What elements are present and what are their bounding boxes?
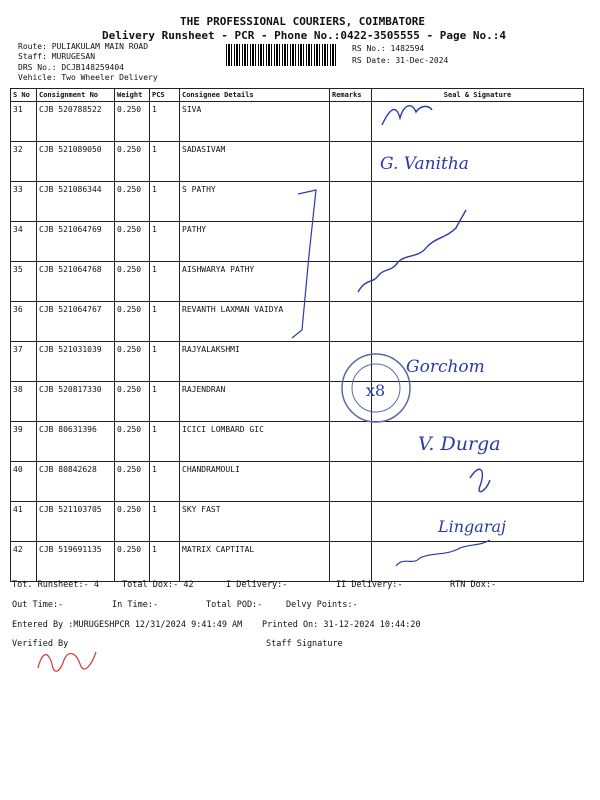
table-row — [11, 342, 584, 382]
cell-consignee: RAJYALAKSHMI — [180, 342, 330, 382]
cell-consignee: SADASIVAM — [180, 142, 330, 182]
cell-seal-signature — [372, 262, 584, 302]
cell-remarks — [330, 342, 372, 382]
column-header: Weight — [115, 89, 150, 102]
cell-seal-signature — [372, 422, 584, 462]
table-row — [11, 542, 584, 582]
column-header: Consignment No — [37, 89, 115, 102]
cell-seal-signature — [372, 142, 584, 182]
out-time: Out Time:- — [12, 600, 64, 610]
cell-consignee: S PATHY — [180, 182, 330, 222]
cell-consignment: CJB 80631396 — [37, 422, 115, 462]
table-row — [11, 262, 584, 302]
cell-sno: 34 — [11, 222, 37, 262]
cell-remarks — [330, 102, 372, 142]
cell-pcs: 1 — [150, 342, 180, 382]
cell-pcs: 1 — [150, 262, 180, 302]
cell-seal-signature — [372, 502, 584, 542]
cell-pcs: 1 — [150, 542, 180, 582]
cell-pcs: 1 — [150, 302, 180, 342]
cell-weight: 0.250 — [115, 262, 150, 302]
runsheet-table — [10, 88, 584, 582]
signature-row32: G. Vanitha — [380, 154, 469, 174]
company-title: THE PROFESSIONAL COURIERS, COIMBATORE — [180, 15, 426, 28]
cell-sno: 42 — [11, 542, 37, 582]
cell-weight: 0.250 — [115, 102, 150, 142]
barcode-image — [226, 44, 336, 66]
column-header: PCS — [150, 89, 180, 102]
cell-seal-signature — [372, 462, 584, 502]
staff-signature-label: Staff Signature — [266, 639, 343, 649]
cell-pcs: 1 — [150, 102, 180, 142]
cell-consignment: CJB 521064768 — [37, 262, 115, 302]
cell-remarks — [330, 262, 372, 302]
tot-runsheet: Tot. Runsheet:- 4 — [12, 580, 99, 590]
route-label: Route: PULIAKULAM MAIN ROAD — [18, 42, 149, 51]
staff-label: Staff: MURUGESAN — [18, 52, 96, 61]
verified-by-label: Verified By — [12, 639, 69, 649]
cell-sno: 32 — [11, 142, 37, 182]
table-row — [11, 142, 584, 182]
cell-consignment: CJB 521031039 — [37, 342, 115, 382]
table-row — [11, 502, 584, 542]
cell-sno: 41 — [11, 502, 37, 542]
cell-pcs: 1 — [150, 382, 180, 422]
vehicle-label: Vehicle: Two Wheeler Delivery — [18, 73, 158, 82]
column-header: Consignee Details — [180, 89, 330, 102]
cell-pcs: 1 — [150, 182, 180, 222]
cell-remarks — [330, 302, 372, 342]
cell-remarks — [330, 142, 372, 182]
total-dox: Total Dox:- 42 — [122, 580, 194, 590]
cell-consignment: CJB 521064767 — [37, 302, 115, 342]
cell-consignee: CHANDRAMOULI — [180, 462, 330, 502]
cell-weight: 0.250 — [115, 382, 150, 422]
cell-sno: 37 — [11, 342, 37, 382]
cell-consignee: REVANTH LAXMAN VAIDYA — [180, 302, 330, 342]
table-row — [11, 222, 584, 262]
cell-remarks — [330, 422, 372, 462]
cell-consignee: SIVA — [180, 102, 330, 142]
cell-consignment: CJB 80842628 — [37, 462, 115, 502]
in-time: In Time:- — [112, 600, 159, 610]
cell-sno: 38 — [11, 382, 37, 422]
table-row — [11, 182, 584, 222]
cell-pcs: 1 — [150, 502, 180, 542]
cell-seal-signature — [372, 182, 584, 222]
cell-seal-signature — [372, 542, 584, 582]
cell-weight: 0.250 — [115, 222, 150, 262]
cell-sno: 39 — [11, 422, 37, 462]
cell-weight: 0.250 — [115, 422, 150, 462]
rtn-dox: RTN Dox:- — [450, 580, 497, 590]
entered-by: Entered By :MURUGESHPCR 12/31/2024 9:41:49 AM — [12, 620, 243, 630]
cell-remarks — [330, 542, 372, 582]
cell-sno: 31 — [11, 102, 37, 142]
cell-weight: 0.250 — [115, 542, 150, 582]
cell-remarks — [330, 222, 372, 262]
table-row — [11, 102, 584, 142]
cell-seal-signature — [372, 102, 584, 142]
verified-scribble — [38, 652, 96, 671]
table-row — [11, 422, 584, 462]
cell-consignment: CJB 521103705 — [37, 502, 115, 542]
cell-consignment: CJB 519691135 — [37, 542, 115, 582]
drs-number: DRS No.: DCJB148259404 — [18, 63, 124, 72]
cell-seal-signature — [372, 302, 584, 342]
cell-weight: 0.250 — [115, 142, 150, 182]
cell-remarks — [330, 182, 372, 222]
cell-consignee: MATRIX CAPTITAL — [180, 542, 330, 582]
i-delivery: I Delivery:- — [226, 580, 288, 590]
cell-remarks — [330, 462, 372, 502]
cell-consignment: CJB 520788522 — [37, 102, 115, 142]
cell-pcs: 1 — [150, 462, 180, 502]
cell-sno: 40 — [11, 462, 37, 502]
cell-sno: 33 — [11, 182, 37, 222]
cell-consignee: SKY FAST — [180, 502, 330, 542]
cell-consignment: CJB 521064769 — [37, 222, 115, 262]
column-header: S No — [11, 89, 37, 102]
cell-remarks — [330, 382, 372, 422]
cell-consignee: AISHWARYA PATHY — [180, 262, 330, 302]
cell-remarks — [330, 502, 372, 542]
table-row — [11, 302, 584, 342]
cell-weight: 0.250 — [115, 462, 150, 502]
printed-on: Printed On: 31-12-2024 10:44:20 — [262, 620, 421, 630]
signature-row37: Gorchom — [406, 357, 485, 377]
rs-number: RS No.: 1482594 — [352, 44, 425, 53]
cell-seal-signature — [372, 342, 584, 382]
delvy-points: Delvy Points:- — [286, 600, 358, 610]
cell-consignment: CJB 521086344 — [37, 182, 115, 222]
cell-pcs: 1 — [150, 142, 180, 182]
cell-pcs: 1 — [150, 222, 180, 262]
cell-pcs: 1 — [150, 422, 180, 462]
cell-weight: 0.250 — [115, 502, 150, 542]
stamp-mark: x8 — [366, 381, 386, 400]
column-header: Remarks — [330, 89, 372, 102]
table-row — [11, 382, 584, 422]
cell-consignee: PATHY — [180, 222, 330, 262]
runsheet-subtitle: Delivery Runsheet - PCR - Phone No.:0422-3505555 - Page No.:4 — [102, 29, 506, 42]
table-header-row — [11, 89, 584, 102]
cell-consignee: RAJENDRAN — [180, 382, 330, 422]
cell-weight: 0.250 — [115, 182, 150, 222]
table-row — [11, 462, 584, 502]
column-header: Seal & Signature — [372, 89, 584, 102]
ii-delivery: II Delivery:- — [336, 580, 403, 590]
rs-date: RS Date: 31-Dec-2024 — [352, 56, 449, 65]
total-pod: Total POD:- — [206, 600, 263, 610]
signature-row39: V. Durga — [418, 433, 501, 455]
cell-consignment: CJB 521089050 — [37, 142, 115, 182]
cell-consignment: CJB 520817330 — [37, 382, 115, 422]
cell-consignee: ICICI LOMBARD GIC — [180, 422, 330, 462]
cell-seal-signature — [372, 382, 584, 422]
cell-weight: 0.250 — [115, 342, 150, 382]
cell-sno: 35 — [11, 262, 37, 302]
signature-row41: Lingaraj — [438, 517, 506, 536]
cell-seal-signature — [372, 222, 584, 262]
cell-sno: 36 — [11, 302, 37, 342]
cell-weight: 0.250 — [115, 302, 150, 342]
